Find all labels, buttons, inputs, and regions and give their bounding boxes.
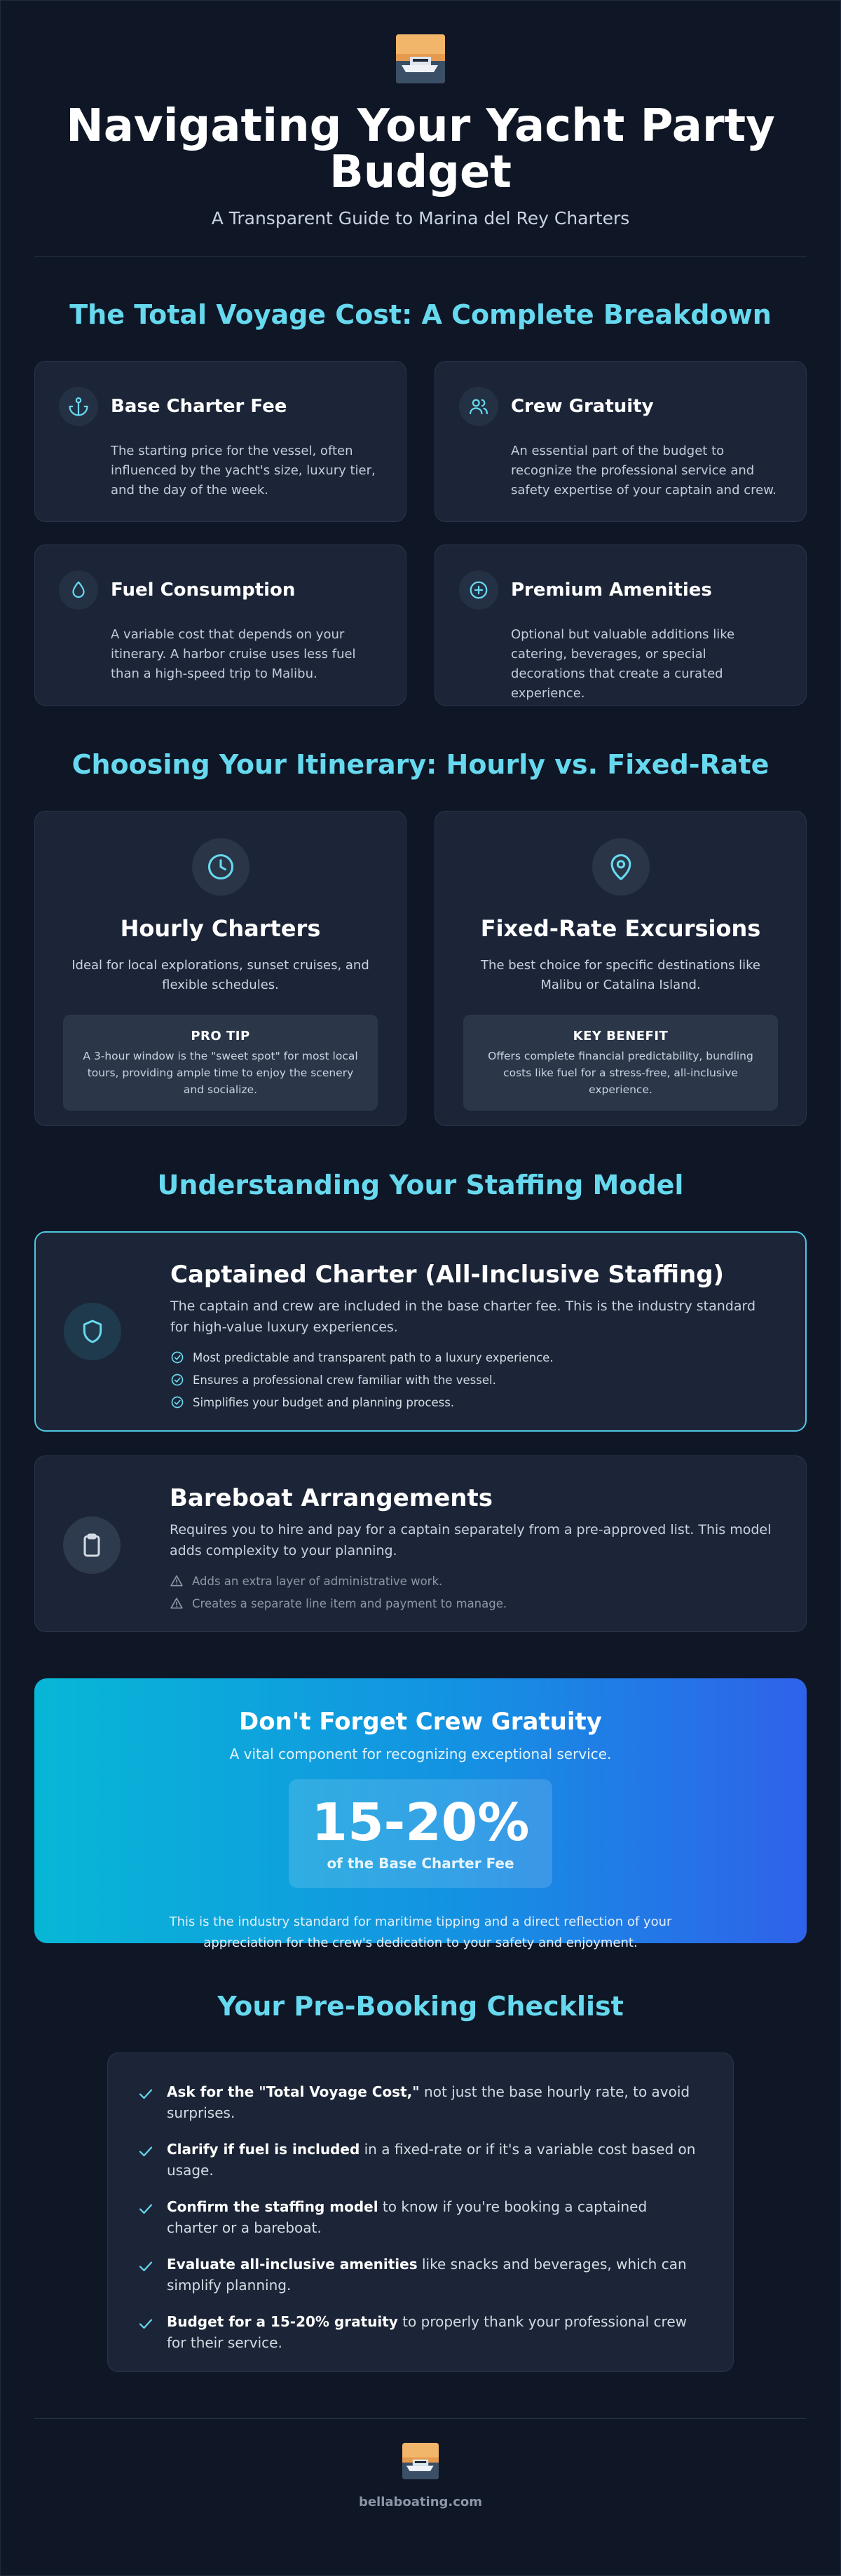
list-item-text: Adds an extra layer of administrative work. <box>192 1574 443 1588</box>
checklist-item-bold: Confirm the staffing model <box>167 2198 378 2215</box>
check-circle-icon <box>170 1395 184 1409</box>
pro-tip-label: PRO TIP <box>191 1029 250 1043</box>
pro-tip-text: A 3-hour window is the "sweet spot" for most local tours, providing ample time to enjoy the scenery and socialize. <box>83 1050 358 1096</box>
key-benefit-box <box>463 1015 778 1111</box>
checkmark-icon <box>137 2200 154 2217</box>
checklist-heading: Your Pre-Booking Checklist <box>217 1991 624 2022</box>
checklist-card <box>107 2053 734 2372</box>
clipboard-icon <box>63 1516 121 1574</box>
droplet-icon <box>59 570 98 610</box>
captained-benefits-list <box>170 1346 777 1413</box>
cost-section-heading: The Total Voyage Cost: A Complete Breakdown <box>69 299 772 330</box>
cost-card-title: Premium Amenities <box>511 580 712 601</box>
cost-card-title: Base Charter Fee <box>111 396 287 417</box>
check-circle-icon <box>170 1373 184 1387</box>
yacht-photo-logo <box>396 34 445 83</box>
shield-icon <box>64 1303 121 1360</box>
checklist-item <box>137 2139 701 2181</box>
list-item <box>170 1391 777 1413</box>
cost-card-title: Fuel Consumption <box>111 580 296 601</box>
footer-divider <box>34 2418 807 2419</box>
checklist-item-text: not just the base hourly rate, to avoid surprises. <box>167 2083 690 2121</box>
list-item <box>170 1570 778 1592</box>
itinerary-card-desc: The best choice for specific destinations like Malibu or Catalina Island. <box>481 958 760 992</box>
cost-card-desc: Optional but valuable additions like catering, beverages, or special decorations that create a curated experience. <box>511 627 735 701</box>
list-item <box>170 1592 778 1615</box>
gratuity-note: This is the industry standard for maritime tipping and a direct reflection of your appreciation for the crew's dedication to your safety and enjoyment. <box>169 1914 672 1950</box>
checklist-item <box>137 2254 701 2296</box>
bareboat-desc: Requires you to hire and pay for a captain separately from a pre-approved list. This model adds complexity to your planning. <box>170 1522 772 1558</box>
cost-card-base-charter <box>34 361 406 522</box>
list-item <box>170 1346 777 1369</box>
bareboat-card <box>34 1455 807 1632</box>
checklist-item-bold: Clarify if fuel is included <box>167 2141 360 2158</box>
itinerary-card-desc: Ideal for local explorations, sunset cruises, and flexible schedules. <box>71 958 369 992</box>
key-benefit-label: KEY BENEFIT <box>573 1029 669 1043</box>
divider <box>34 256 807 257</box>
cost-cards <box>34 361 807 706</box>
checkmark-icon <box>137 2258 154 2275</box>
plus-circle-icon <box>459 570 498 610</box>
cost-card-fuel <box>34 544 406 706</box>
gratuity-banner <box>34 1678 807 1950</box>
itinerary-card-fixed-rate <box>435 811 807 1126</box>
checklist-item <box>137 2081 701 2123</box>
checkmark-icon <box>137 2315 154 2332</box>
pro-tip-box <box>63 1015 378 1111</box>
footer-site-link[interactable]: bellaboating.com <box>358 2495 483 2509</box>
bareboat-drawbacks-list <box>170 1570 778 1615</box>
cost-card-desc: An essential part of the budget to recognize the professional service and safety expertise of your captain and crew. <box>511 444 777 498</box>
checkmark-icon <box>137 2085 154 2102</box>
checklist-item-text: in a fixed-rate or if it's a variable cost based on usage. <box>167 2141 696 2179</box>
users-icon <box>459 387 498 426</box>
checklist-item-text: to properly thank your professional crew for their service. <box>167 2313 688 2351</box>
bareboat-title: Bareboat Arrangements <box>170 1484 493 1512</box>
cost-card-title: Crew Gratuity <box>511 396 654 417</box>
itinerary-card-title: Fixed-Rate Excursions <box>480 915 761 942</box>
gratuity-subtitle: A vital component for recognizing exceptional service. <box>229 1746 612 1762</box>
gratuity-percentage: 15-20% <box>311 1793 530 1853</box>
checklist-item-bold: Budget for a 15-20% gratuity <box>167 2313 398 2330</box>
itinerary-section-heading: Choosing Your Itinerary: Hourly vs. Fixed-Rate <box>71 749 770 780</box>
captained-charter-title: Captained Charter (All-Inclusive Staffing) <box>170 1261 725 1289</box>
checklist-item-bold: Evaluate all-inclusive amenities <box>167 2256 418 2273</box>
gratuity-title: Don't Forget Crew Gratuity <box>239 1708 602 1736</box>
itinerary-cards <box>34 811 807 1126</box>
cost-card-amenities <box>435 544 807 706</box>
warning-icon <box>170 1596 184 1610</box>
warning-icon <box>170 1574 184 1588</box>
list-item-text: Most predictable and transparent path to a luxury experience. <box>193 1350 554 1364</box>
checklist-item-text: like snacks and beverages, which can simplify planning. <box>167 2256 687 2294</box>
check-circle-icon <box>170 1350 184 1364</box>
cost-card-desc: A variable cost that depends on your itinerary. A harbor cruise uses less fuel than a high-speed trip to Malibu. <box>111 627 356 681</box>
captained-charter-desc: The captain and crew are included in the base charter fee. This is the industry standard for high-value luxury experiences. <box>170 1299 756 1335</box>
captained-charter-card <box>34 1231 807 1432</box>
checklist-item-bold: Ask for the "Total Voyage Cost," <box>167 2083 420 2100</box>
gratuity-caption: of the Base Charter Fee <box>327 1855 514 1872</box>
itinerary-card-hourly <box>34 811 406 1126</box>
key-benefit-text: Offers complete financial predictability, bundling costs like fuel for a stress-free, all-inclusive experience. <box>488 1050 753 1096</box>
cost-card-crew-gratuity <box>435 361 807 522</box>
anchor-icon <box>59 387 98 426</box>
map-pin-icon <box>592 838 650 896</box>
cost-card-desc: The starting price for the vessel, often influenced by the yacht's size, luxury tier, and the day of the week. <box>111 444 376 498</box>
itinerary-card-title: Hourly Charters <box>120 915 321 942</box>
checklist-item-text: to know if you're booking a captained charter or a bareboat. <box>167 2198 648 2236</box>
list-item <box>170 1369 777 1391</box>
page-subtitle: A Transparent Guide to Marina del Rey Charters <box>211 208 630 228</box>
checklist-item <box>137 2196 701 2238</box>
checklist-item <box>137 2311 701 2353</box>
footer-logo <box>402 2443 439 2479</box>
checkmark-icon <box>137 2143 154 2160</box>
gratuity-value-box <box>289 1779 552 1888</box>
list-item-text: Ensures a professional crew familiar with the vessel. <box>193 1373 496 1387</box>
staffing-section-heading: Understanding Your Staffing Model <box>157 1170 684 1200</box>
list-item-text: Creates a separate line item and payment to manage. <box>192 1596 507 1610</box>
clock-icon <box>192 838 249 896</box>
page-title: Navigating Your Yacht Party Budget <box>66 100 775 198</box>
list-item-text: Simplifies your budget and planning process. <box>193 1395 455 1409</box>
